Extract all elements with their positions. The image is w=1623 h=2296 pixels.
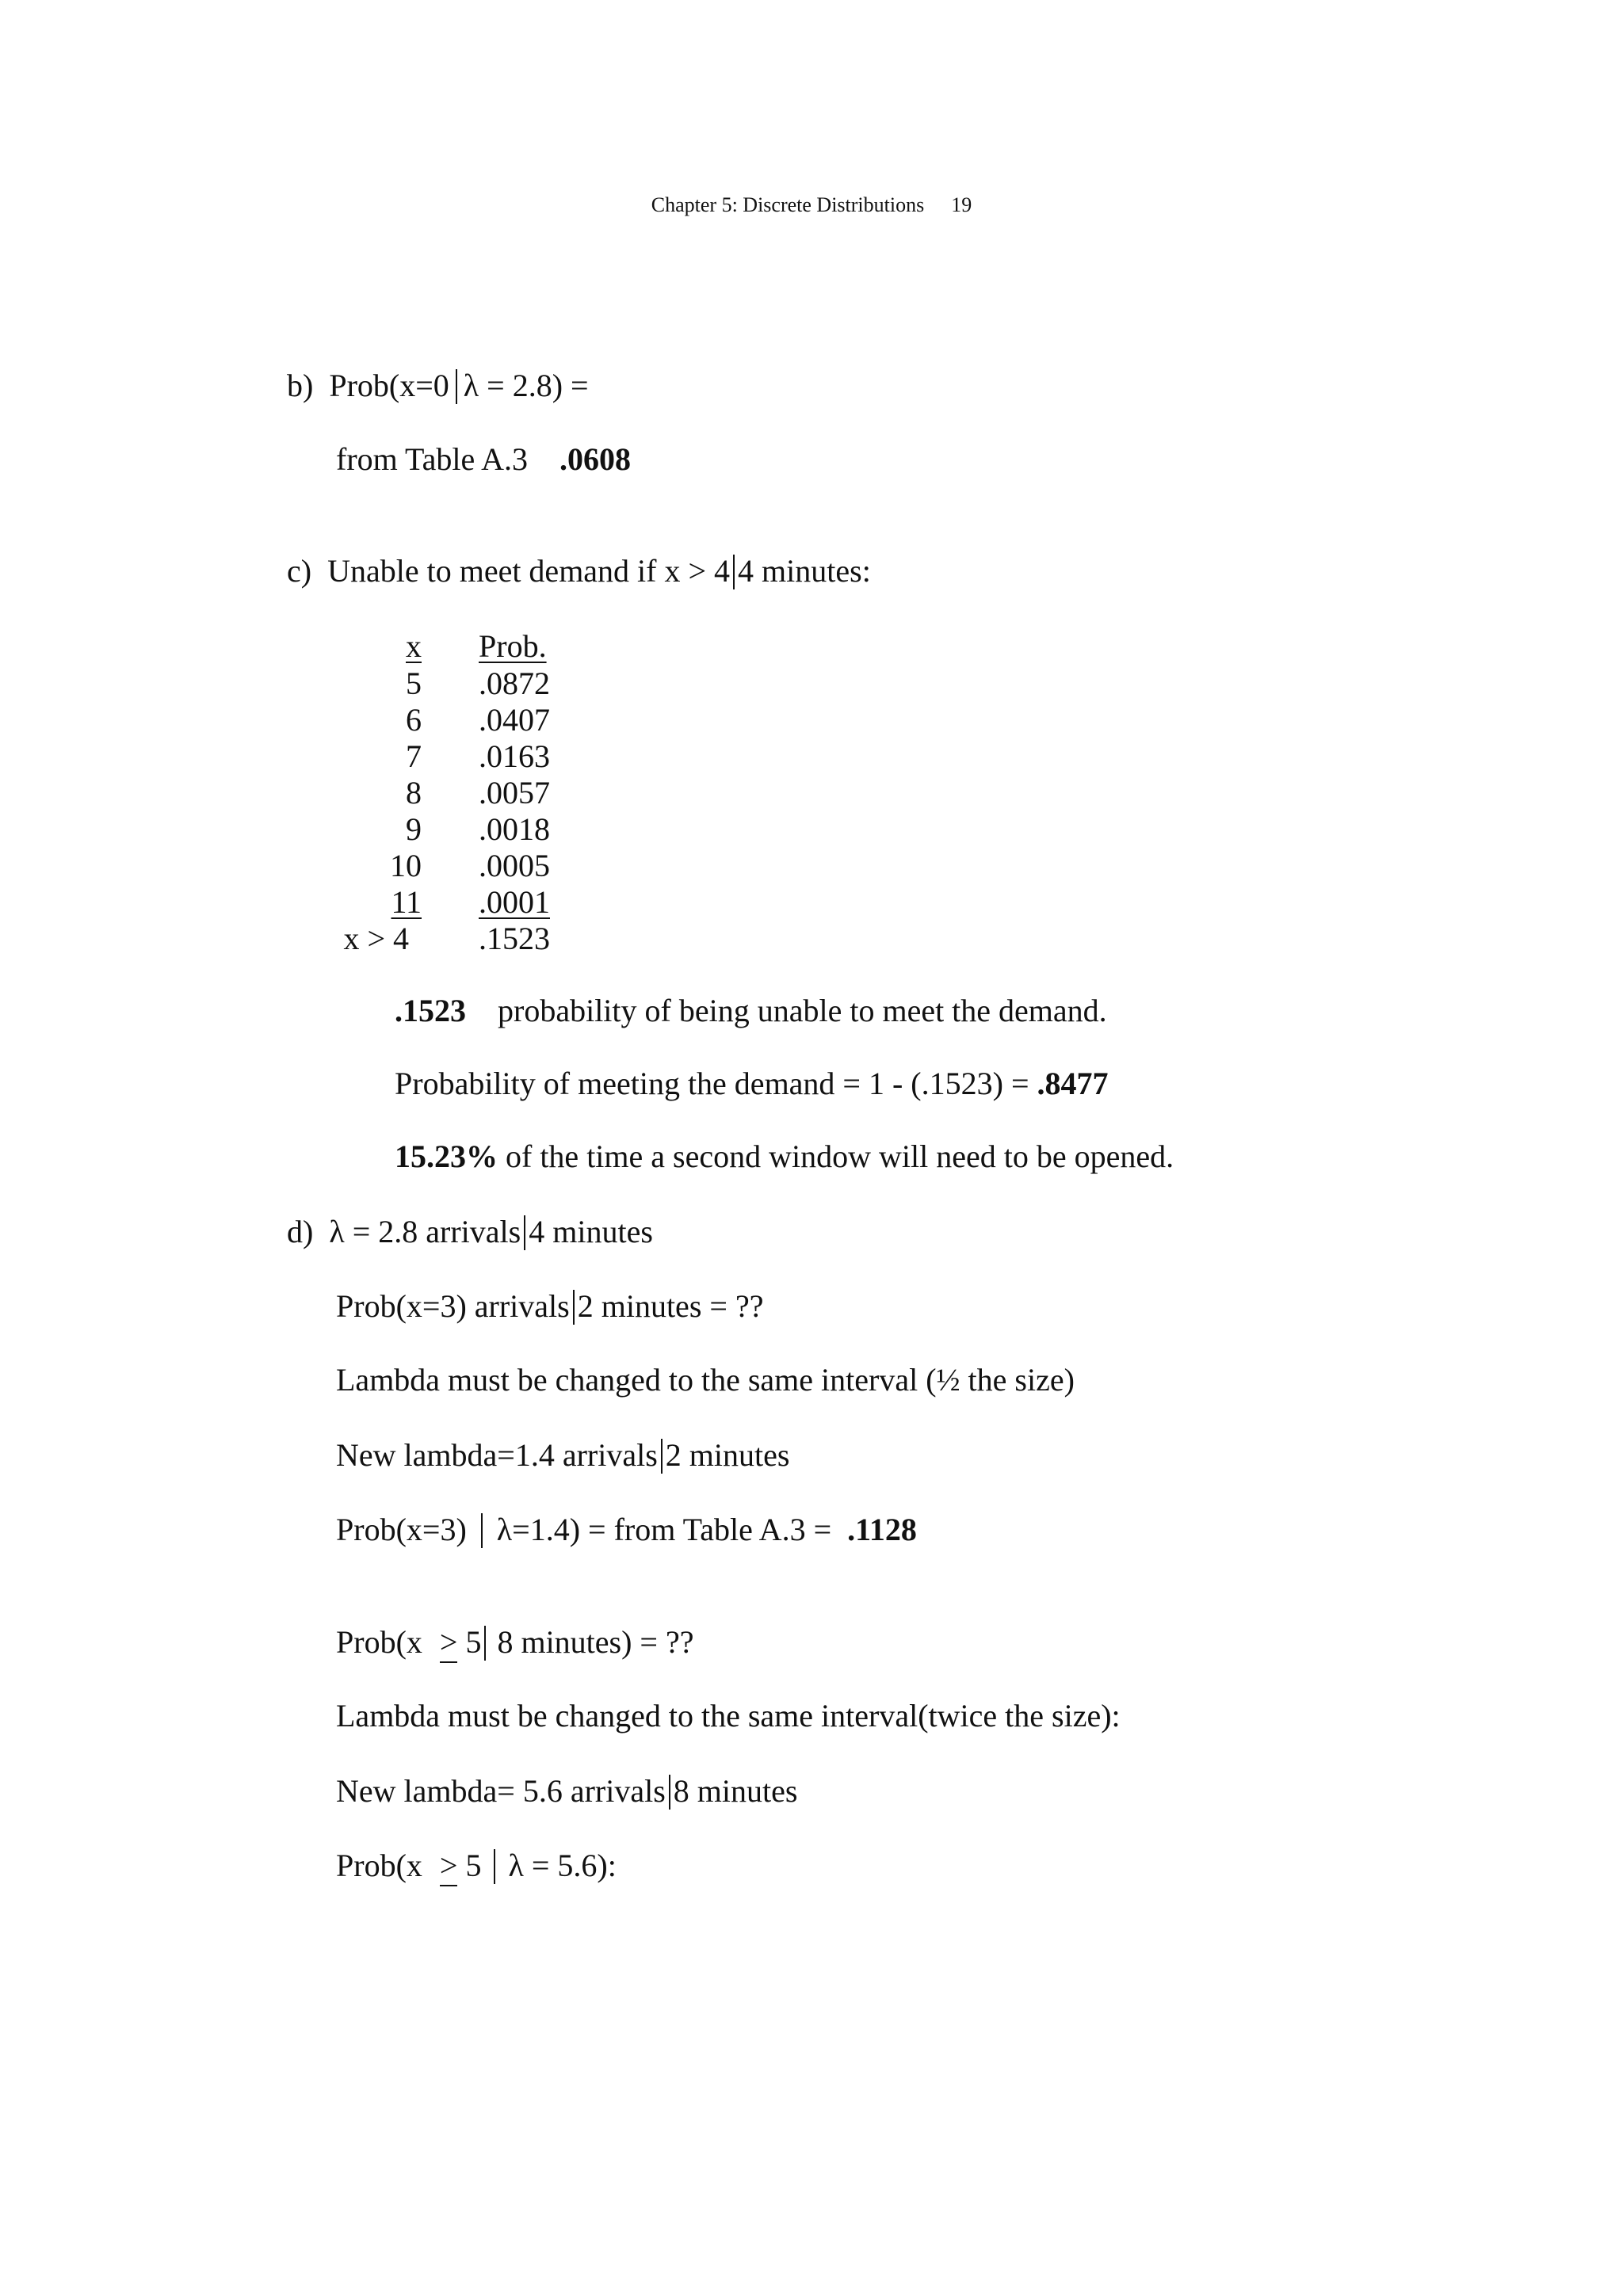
part-d-lambda <box>287 1215 653 1250</box>
table-row-prob: .0018 <box>479 811 550 847</box>
table-row-x: 10 <box>390 848 422 883</box>
part-c-percent-text: of the time a second window will need to be opened. <box>506 1138 1174 1174</box>
given-bar <box>481 1513 483 1548</box>
part-c-meeting-value: .8477 <box>1037 1066 1109 1101</box>
table-row-x: 6 <box>406 702 422 738</box>
part-c-meeting-text: Probability of meeting the demand = 1 - (.1523) = <box>395 1066 1029 1101</box>
chapter-title: Chapter 5: Discrete Distributions <box>651 193 925 216</box>
prob5-pre: Prob(x <box>336 1624 422 1660</box>
table-row-x: 11 <box>391 884 422 920</box>
table-total-label: x > 4 <box>343 921 409 956</box>
table-header-prob: Prob. <box>479 628 547 664</box>
part-d-prob5b <box>336 1849 617 1884</box>
part-c-intro <box>287 555 871 589</box>
part-d-lambda-post: 4 minutes <box>529 1214 653 1249</box>
part-d-prob3 <box>336 1290 763 1325</box>
prob5-post: 8 minutes) = ?? <box>497 1624 694 1660</box>
part-d-label: d) <box>287 1214 314 1249</box>
part-c-percent <box>395 1138 1174 1174</box>
given-bar <box>661 1439 663 1474</box>
part-c-percent-value: 15.23% <box>395 1138 498 1174</box>
part-d-lambda-pre: λ = 2.8 arrivals <box>329 1214 521 1249</box>
part-d-prob3-table <box>336 1513 917 1548</box>
table-row-prob: .0001 <box>479 884 550 920</box>
table-row-prob: .0057 <box>479 775 550 810</box>
table-header-x: x <box>406 628 422 664</box>
part-b-label: b) <box>287 368 314 403</box>
part-d-new-lambda-2 <box>336 1775 797 1810</box>
given-bar <box>524 1215 525 1250</box>
part-b-answer <box>336 441 631 477</box>
given-bar <box>484 1626 486 1661</box>
part-c-meeting <box>395 1068 1109 1100</box>
part-d-prob3-post: 2 minutes = ?? <box>577 1288 764 1324</box>
part-d-lambda-change-half: Lambda must be changed to the same interval (½ the size) <box>336 1362 1075 1398</box>
given-bar <box>494 1849 495 1884</box>
prob3-table-value: .1128 <box>847 1512 917 1547</box>
prob5-num: 5 <box>465 1624 482 1660</box>
part-d-new-lambda-1 <box>336 1439 789 1474</box>
part-c-result <box>395 995 1107 1027</box>
part-b-answer-value: .0608 <box>559 441 631 477</box>
table-row-x: 9 <box>406 811 422 847</box>
part-d-prob5 <box>336 1626 694 1661</box>
table-row-prob: .0005 <box>479 848 550 883</box>
part-b-expr-post: λ = 2.8) = <box>463 368 589 403</box>
part-b-expr-pre: Prob(x=0 <box>329 368 449 403</box>
prob5b-post: λ = 5.6): <box>508 1848 617 1883</box>
part-d-lambda-change-twice: Lambda must be changed to the same interval(twice the size): <box>336 1698 1121 1733</box>
part-c-label: c) <box>287 553 312 589</box>
part-b-question <box>287 369 589 404</box>
prob3-table-pre: Prob(x=3) <box>336 1512 467 1547</box>
table-total-prob: .1523 <box>479 921 550 956</box>
page-header <box>0 193 1623 217</box>
part-c-result-text: probability of being unable to meet the demand. <box>498 993 1107 1028</box>
table-row-prob: .0163 <box>479 738 550 774</box>
prob5b-pre: Prob(x <box>336 1848 422 1883</box>
part-c-intro-pre: Unable to meet demand if x > 4 <box>327 553 731 589</box>
page-number: 19 <box>951 193 972 216</box>
table-row-x: 5 <box>406 666 422 701</box>
prob5b-num: 5 <box>465 1848 482 1883</box>
new-lambda-1-pre: New lambda=1.4 arrivals <box>336 1437 658 1473</box>
new-lambda-2-pre: New lambda= 5.6 arrivals <box>336 1773 666 1809</box>
given-bar <box>456 369 457 404</box>
part-c-intro-post: 4 minutes: <box>738 553 871 589</box>
table-row-x: 7 <box>406 738 422 774</box>
part-c-result-value: .1523 <box>395 993 466 1028</box>
new-lambda-1-post: 2 minutes <box>665 1437 790 1473</box>
table-row-prob: .0407 <box>479 702 550 738</box>
table-row-prob: .0872 <box>479 666 550 701</box>
given-bar <box>573 1290 575 1325</box>
new-lambda-2-post: 8 minutes <box>673 1773 798 1809</box>
given-bar <box>733 555 735 589</box>
ge-symbol: > <box>439 1848 458 1883</box>
ge-symbol: > <box>439 1624 458 1660</box>
given-bar <box>669 1775 670 1810</box>
part-d-prob3-pre: Prob(x=3) arrivals <box>336 1288 570 1324</box>
part-b-from-table: from Table A.3 <box>336 441 528 477</box>
prob3-table-mid: λ=1.4) = from Table A.3 = <box>496 1512 832 1547</box>
table-row-x: 8 <box>406 775 422 810</box>
